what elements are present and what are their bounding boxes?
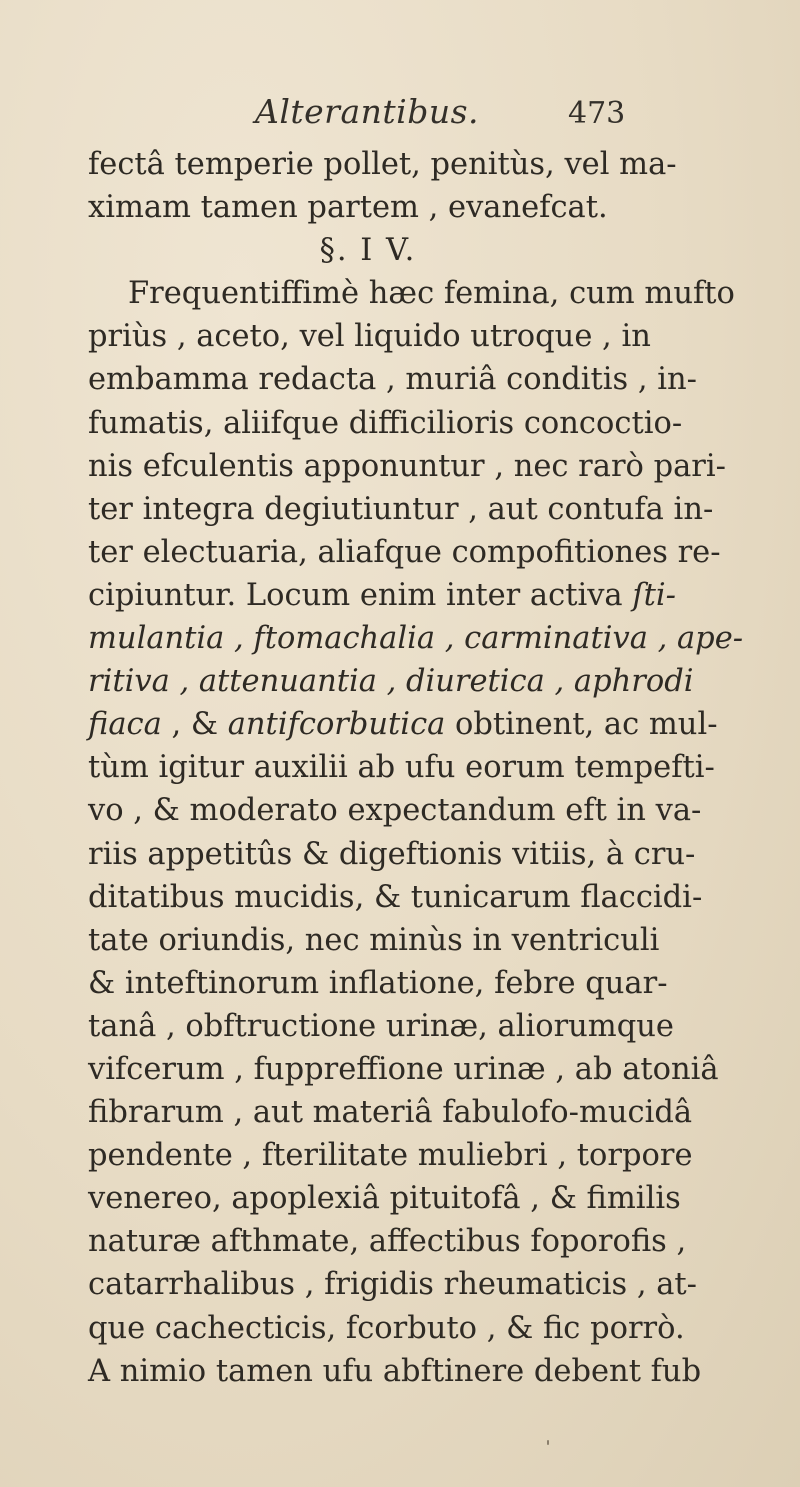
text-line: ter electuaria, aliafque compofitiones re- [88,534,721,570]
paragraph-first-line: Frequentiffimè hæc femina, cum mufto [128,276,735,312]
text-line: vo , & moderato expectandum eft in va- [88,793,702,829]
page-number: 473 [568,96,626,131]
section-heading: §. I V. [319,233,417,269]
text-line: fumatis, aliifque difficilioris concoctio- [88,405,683,441]
text-line: tùm igitur auxilii ab ufu eorum tempefti- [88,750,715,786]
text-line: fibrarum , aut materiâ fabulofo-mucidâ [88,1095,693,1131]
text-line: naturæ afthmate, affectibus foporofis , [88,1224,687,1260]
text-line: riis appetitûs & digeftionis vitiis, à cru- [88,836,696,872]
text-line: embamma redacta , muriâ conditis , in- [88,362,697,398]
text-line-italic: mulantia , ftomachalia , carminativa , ape- [88,621,744,657]
text-line: tanâ , obftructione urinæ, aliorumque [88,1008,674,1044]
text-line: ximam tamen partem , evanefcat. [88,190,608,226]
text-line: fectâ temperie pollet, penitùs, vel ma- [88,147,677,182]
text-line: pendente , fterilitate muliebri , torpore [88,1138,693,1174]
text-line: vifcerum , fuppreffione urinæ , ab atoniâ [88,1051,719,1087]
text-line: & inteftinorum inflatione, febre quar- [88,965,668,1001]
text-line-italic: ritiva , attenuantia , diuretica , aphrodi [88,664,694,700]
text-line: priùs , aceto, vel liquido utroque , in [88,319,651,355]
text-line: ter integra degiutiuntur , aut contufa in- [88,491,714,527]
text-line: tate oriundis, nec minùs in ventriculi [88,922,660,958]
page-header [0,92,800,132]
paper-speck [547,1440,549,1445]
text-line: ditatibus mucidis, & tunicarum flaccidi- [88,879,703,915]
text-line: catarrhalibus , frigidis rheumaticis , at- [88,1267,697,1303]
text-line: nis efculentis apponuntur , nec rarò pari- [88,448,726,484]
text-line: A nimio tamen ufu abftinere debent fub [88,1353,702,1389]
text-line: cipiuntur. Locum enim inter activa ſti- [88,577,676,613]
text-line: fiaca , & antifcorbutica obtinent, ac mul- [88,707,718,743]
text-line: que cachecticis, fcorbuto , & fic porrò. [88,1310,685,1346]
running-title: Alterantibus. [255,92,479,131]
body-text [88,143,748,1393]
text-line: venereo, apoplexiâ pituitofâ , & fimilis [88,1181,681,1217]
